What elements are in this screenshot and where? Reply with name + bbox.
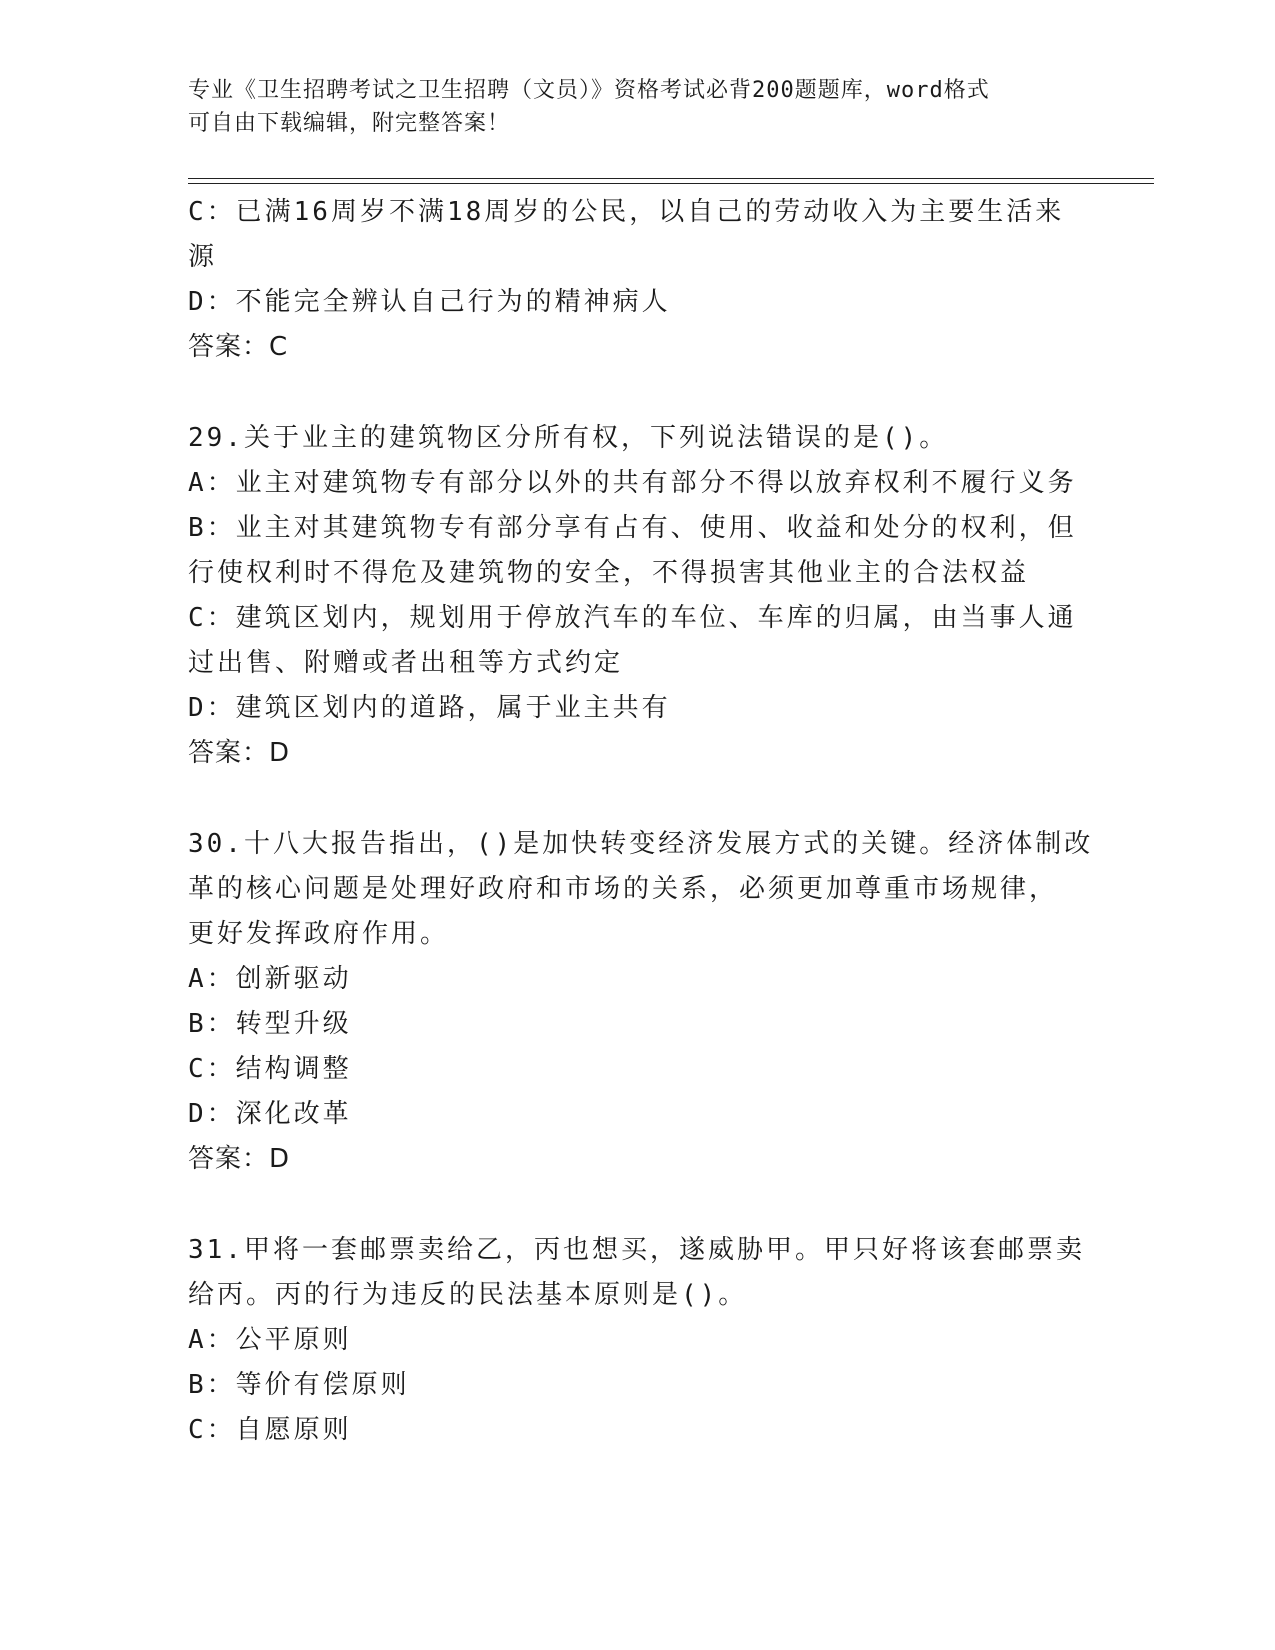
document-header [188, 74, 1088, 140]
option-b-line-2: 行使权利时不得危及建筑物的安全，不得损害其他业主的合法权益 [188, 558, 1030, 588]
option-c: C：自愿原则 [188, 1415, 352, 1445]
question-31 [188, 1228, 1085, 1453]
answer: 答案：C [188, 332, 289, 362]
option-c: C：结构调整 [188, 1054, 352, 1084]
option-c-line-2: 源 [188, 242, 218, 272]
option-b: B：转型升级 [188, 1009, 352, 1039]
question-stem-line-2: 给丙。丙的行为违反的民法基本原则是()。 [188, 1280, 748, 1310]
option-d: D：不能完全辨认自己行为的精神病人 [188, 287, 671, 317]
answer: 答案：D [188, 1144, 291, 1174]
spacer [188, 370, 1078, 416]
option-a: A：业主对建筑物专有部分以外的共有部分不得以放弃权利不履行义务 [188, 468, 1077, 498]
option-c-line-1: C：已满16周岁不满18周岁的公民，以自己的劳动收入为主要生活来 [188, 197, 1065, 227]
header-divider-bottom [188, 183, 1154, 184]
question-stem-line-1: 31.甲将一套邮票卖给乙，丙也想买，遂威胁甲。甲只好将该套邮票卖 [188, 1235, 1085, 1265]
question-content [188, 190, 1094, 1453]
spacer [188, 776, 1078, 822]
question-stem-line-1: 30.十八大报告指出，()是加快转变经济发展方式的关键。经济体制改 [188, 829, 1094, 859]
option-c-line-2: 过出售、附赠或者出租等方式约定 [188, 648, 624, 678]
option-b-line-1: B：业主对其建筑物专有部分享有占有、使用、收益和处分的权利，但 [188, 513, 1077, 543]
option-d: D：深化改革 [188, 1099, 352, 1129]
header-divider-top [188, 178, 1154, 179]
question-29 [188, 416, 1078, 776]
option-b: B：等价有偿原则 [188, 1370, 410, 1400]
option-a: A：创新驱动 [188, 964, 352, 994]
question-30 [188, 822, 1094, 1182]
option-a: A：公平原则 [188, 1325, 352, 1355]
option-c-line-1: C：建筑区划内，规划用于停放汽车的车位、车库的归属，由当事人通 [188, 603, 1077, 633]
answer: 答案：D [188, 738, 291, 768]
question-stem-line-2: 革的核心问题是处理好政府和市场的关系，必须更加尊重市场规律， [188, 874, 1059, 904]
question-stem: 29.关于业主的建筑物区分所有权，下列说法错误的是()。 [188, 423, 949, 453]
question-28-remainder [188, 190, 1078, 370]
question-stem-line-3: 更好发挥政府作用。 [188, 919, 450, 949]
option-d: D：建筑区划内的道路，属于业主共有 [188, 693, 671, 723]
header-line-2: 可自由下载编辑，附完整答案！ [188, 111, 511, 136]
spacer [188, 1182, 1078, 1228]
header-line-1: 专业《卫生招聘考试之卫生招聘（文员）》资格考试必背200题题库，word格式 [188, 78, 990, 103]
